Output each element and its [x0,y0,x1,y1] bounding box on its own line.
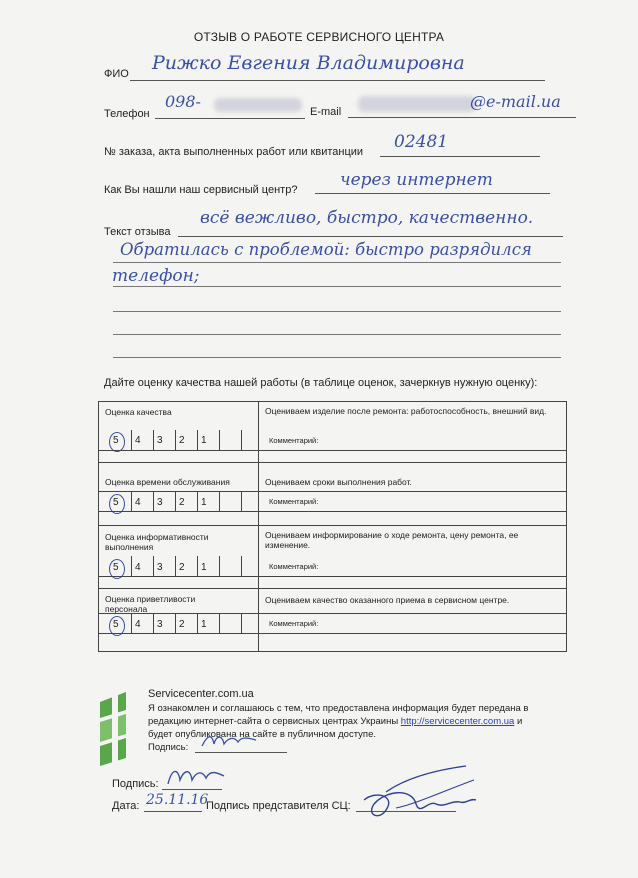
comment-label: Комментарий: [269,562,319,571]
score-options[interactable]: 5 4 3 2 1 [113,562,207,573]
phone-redaction [214,98,302,112]
score-options[interactable]: 5 4 3 2 1 [113,619,207,630]
fio-underline [130,80,545,81]
brand-name: Servicecenter.com.ua [148,688,254,700]
consent-signature [198,730,268,752]
rating-row-title: Оценка приветливости персонала [105,594,196,614]
order-label: № заказа, акта выполненных работ или квитанции [104,146,364,158]
rating-row-description: Оцениваем информирование о ходе ремонта, цену ремонта, ее изменение. [265,530,519,550]
comment-label: Комментарий: [269,436,319,445]
review-line-5 [113,334,561,335]
rep-signature [356,760,486,830]
email-redaction [358,96,476,112]
review-text-1: всё вежливо, быстро, качественно. [200,208,534,228]
selected-score-mark [109,432,125,452]
date-value: 25.11.16 [146,792,209,808]
rep-signature-label: Подпись представителя СЦ: [206,800,351,812]
rating-row-title: Оценка информативности выполнения [105,532,209,552]
order-underline [380,156,540,157]
review-line-3 [113,286,561,287]
fio-value: Рижко Евгения Владимировна [152,52,465,74]
rating-row [99,589,567,652]
rating-row [99,402,567,463]
phone-value: 098- [165,92,201,111]
review-line-1 [178,236,563,237]
review-text-3: телефон; [112,266,200,286]
customer-signature [164,762,228,790]
rating-row-title: Оценка качества [105,407,172,417]
fio-label: ФИО [104,68,129,80]
phone-label: Телефон [104,108,150,120]
email-underline [348,117,576,118]
rating-table [98,401,567,652]
phone-underline [155,118,305,119]
rating-row [99,526,567,589]
signature-label: Подпись: [112,778,159,790]
servicecenter-link[interactable]: http://servicecenter.com.ua [400,716,515,727]
rating-row-description: Оцениваем изделие после ремонта: работоспособность, внешний вид. [265,406,547,416]
found-underline [315,193,550,194]
comment-label: Комментарий: [269,497,319,506]
review-label: Текст отзыва [104,226,171,238]
date-label: Дата: [112,800,140,812]
score-options[interactable]: 5 4 3 2 1 [113,497,207,508]
email-label: E-mail [310,106,342,118]
date-line [144,811,202,812]
consent-signature-line [195,752,287,753]
servicecenter-logo [96,688,136,768]
found-label: Как Вы нашли наш сервисный центр? [104,184,298,196]
rating-row [99,463,567,526]
order-value: 02481 [394,132,449,152]
rating-row-description: Оцениваем качество оказанного приема в сервисном центре. [265,595,510,605]
review-line-4 [113,311,561,312]
review-text-2: Обратилась с проблемой: быстро разрядился [120,240,532,259]
score-options[interactable]: 5 4 3 2 1 [113,435,207,446]
consent-text: Я ознакомлен и соглашаюсь с тем, что предоставлена информация будет передана в редакцию интернет-сайта о сервисных центрах Украины http://servicecenter.com.ua и будет опубликована на сайте в публичном доступе. [148,703,529,740]
rating-heading: Дайте оценку качества нашей работы (в таблице оценок, зачеркнув нужную оценку): [104,377,538,389]
comment-label: Комментарий: [269,619,319,628]
review-line-2 [113,262,561,263]
form-title: ОТЗЫВ О РАБОТЕ СЕРВИСНОГО ЦЕНТРА [193,30,445,44]
rating-row-title: Оценка времени обслуживания [105,477,230,487]
consent-signature-label: Подпись: [148,742,189,753]
email-value: @e-mail.ua [470,92,561,111]
review-line-6 [113,357,561,358]
rating-row-description: Оцениваем сроки выполнения работ. [265,477,412,487]
found-value: через интернет [340,170,493,190]
